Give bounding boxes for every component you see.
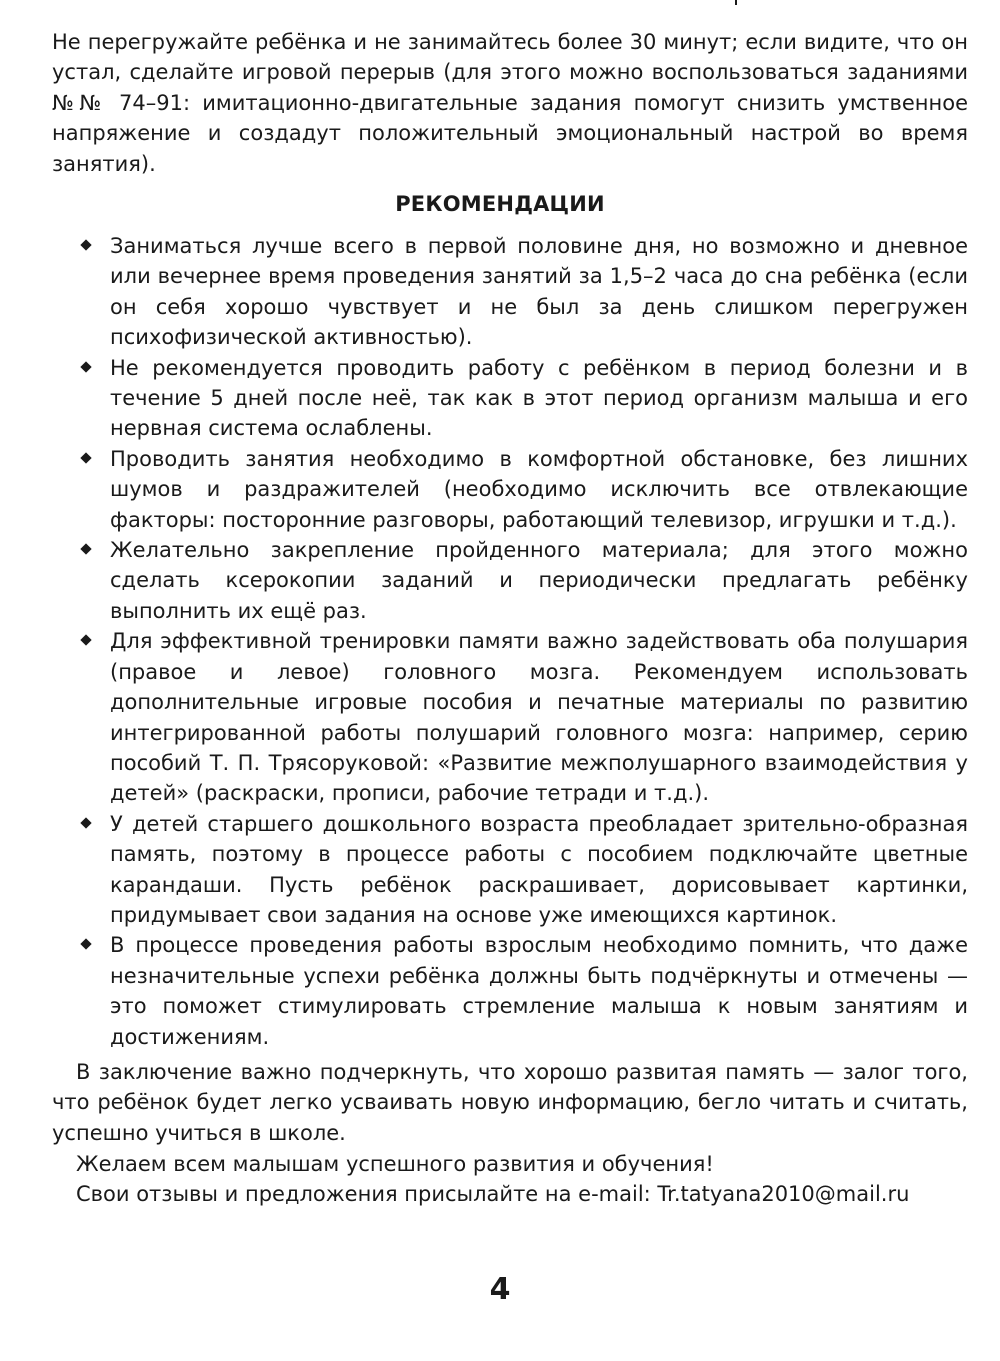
list-item-text: Не рекомендуется проводить работу с ребёнком в период болезни и в течение 5 дней после неё, так как в этот период организм малыша и его нервная система ослаблены. [110,355,968,441]
section-heading: РЕКОМЕНДАЦИИ [395,192,605,216]
list-item-text: Проводить занятия необходимо в комфортной обстановке, без лишних шумов и раздражителей (необходимо исключить все отвлекающие факторы: посторонние разговоры, работающий телевизор, игрушки и т.д.). [110,446,968,532]
list-item [52,231,968,353]
list-item [52,535,968,626]
diamond-bullet-icon [80,239,91,250]
page-edge-mark [735,0,737,5]
diamond-bullet-icon [80,635,91,646]
page-number: 4 [489,1272,511,1307]
list-item-text: Для эффективной тренировки памяти важно задействовать оба полушария (правое и левое) головного мозга. Рекомендуем использовать дополнительные игровые пособия и печатные материалы по развитию интегрированной работы полушарий головного мозга: например, серию пособий Т. П. Трясоруковой: «Развитие межполушарного взаимодействия у детей» (раскраски, прописи, рабочие тетради и т.д.). [110,629,968,806]
diamond-bullet-icon [80,452,91,463]
list-item-text: В процессе проведения работы взрослым необходимо помнить, что даже незначительные успехи ребёнка должны быть подчёркнуты и отмечены — это поможет стимулировать стремление малыша к новым занятиям и достижениям. [110,933,968,1049]
wish-line: Желаем всем малышам успешного развития и обучения! [76,1152,714,1176]
list-item [52,353,968,444]
list-item [52,930,968,1052]
recommendations-list [52,231,968,1052]
list-item [52,444,968,535]
diamond-bullet-icon [80,817,91,828]
list-item [52,626,968,808]
list-item [52,809,968,931]
diamond-bullet-icon [80,939,91,950]
contact-line: Свои отзывы и предложения присылайте на e-mail: Tr.tatyana2010@mail.ru [76,1182,910,1206]
diamond-bullet-icon [80,361,91,372]
conclusion-paragraph: В заключение важно подчеркнуть, что хорошо развитая память — залог того, что ребёнок будет легко усваивать новую информацию, бегло читать и считать, успешно учиться в школе. [52,1060,968,1145]
list-item-text: Желательно закрепление пройденного материала; для этого можно сделать ксерокопии заданий и периодически предлагать ребёнку выполнить их ещё раз. [110,538,968,623]
intro-paragraph: Не перегружайте ребёнка и не занимайтесь более 30 минут; если видите, что он устал, сделайте игровой перерыв (для этого можно воспользоваться заданиями №№ 74–91: имитационно-двигательные задания помогут снизить умственное напряжение и создадут положительный эмоциональный настрой во время занятия). [52,30,968,176]
list-item-text: Заниматься лучше всего в первой половине дня, но возможно и дневное или вечернее время проведения занятий за 1,5–2 часа до сна ребёнка (если он себя хорошо чувствует и не был за день слишком перегружен психофизической активностью). [110,234,968,350]
diamond-bullet-icon [80,543,91,554]
list-item-text: У детей старшего дошкольного возраста преобладает зрительно-образная память, поэтому в процессе работы с пособием подключайте цветные карандаши. Пусть ребёнок раскрашивает, дорисовывает картинки, придумывает свои задания на основе уже имеющихся картинок. [110,811,968,927]
